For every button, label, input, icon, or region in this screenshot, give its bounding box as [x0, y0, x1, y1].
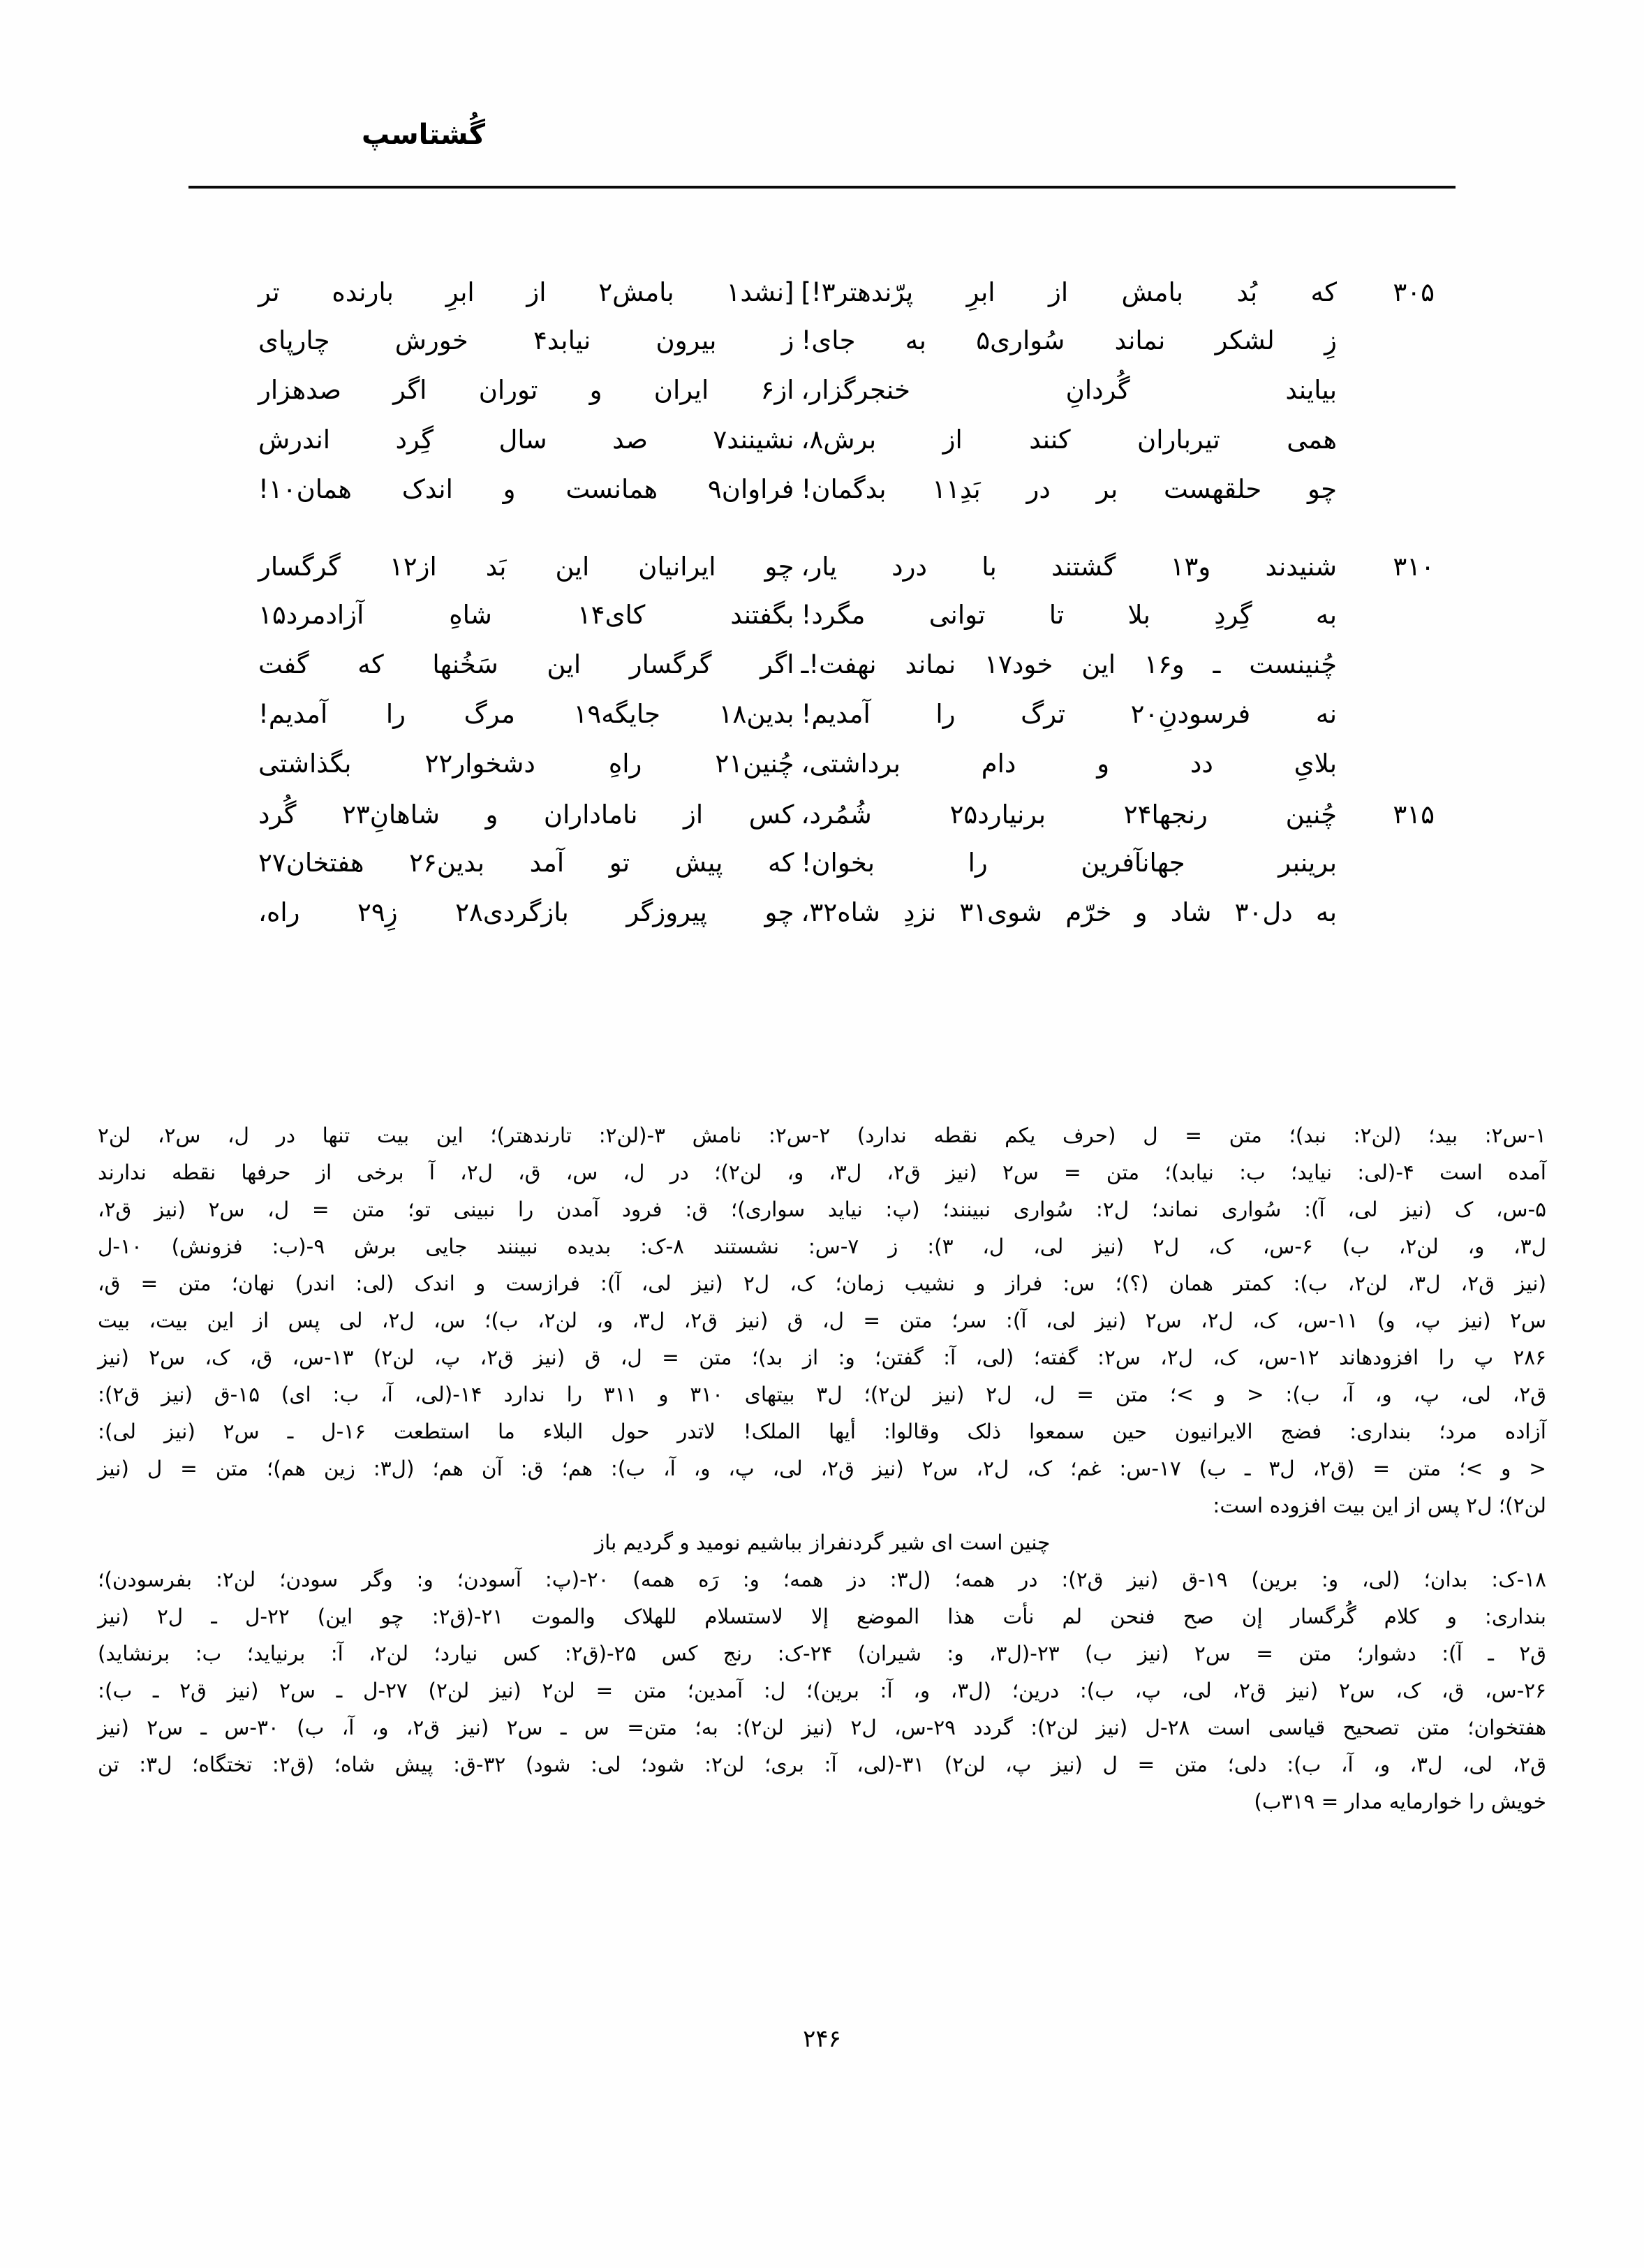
verse-row: [209, 897, 1435, 947]
verse-row: [209, 276, 1435, 325]
verse-number: ۳۰۵: [1393, 277, 1435, 307]
hemistich-a: ز بیرون نیابد۴ خورش چارپای: [258, 325, 794, 355]
apparatus-line: ق۲ ـ آ): دشوار؛ متن = س۲ (نیز ب) ۲۳-(ل۳، و: شیران) ۲۴-ک: رنج کس ۲۵-(ق۲: کس نیارد؛ لن۲، آ: برنیاید؛ ب: برنشاید): [98, 1642, 1547, 1665]
hemistich-b: که بُد بامش از ابرِ پرّندهتر۳!]: [801, 277, 1337, 307]
hemistich-a: کس از ناماداران و شاهانِ۲۳ گُرد: [258, 800, 794, 830]
verse-row: [209, 425, 1435, 474]
hemistich-b: برینبر جهانآفرین را بخوان!: [801, 848, 1337, 878]
verse-number: [1358, 622, 1435, 624]
hemistich-a: بگفتند کای۱۴ شاهِ آزادمرد۱۵: [258, 600, 794, 630]
verse-row: [209, 325, 1435, 375]
verse-number: [1358, 496, 1435, 498]
verse-number: [1358, 920, 1435, 921]
verse-number: [1358, 348, 1435, 349]
apparatus-line: س۲ (نیز پ، و) ۱۱-س، ک، ل۲، س۲ (نیز لی، آ): سر؛ متن = ل، ق (نیز ق۲، ل۳، و، لن۲، ب)؛ س، ل۲، لی پس از این بیت، بیت: [98, 1309, 1546, 1332]
hemistich-b: زِ لشکر نماند سُواری۵ به جای!: [801, 325, 1337, 355]
apparatus-line: < و >؛ متن = (ق۲، ل۳ ـ ب) ۱۷-س: غم؛ ک، ل۲، س۲ (نیز ق۲، لی، پ، و، آ، ب): هم؛ ق: آن هم؛ (ل۳: زین هم)؛ متن = ل (نیز: [98, 1457, 1546, 1480]
hemistich-b: چُنینست ـ و۱۶ این خود۱۷ نماند نهفت!ـ: [801, 649, 1338, 679]
apparatus-line: ۵-س، ک (نیز لی، آ): سُواری نماند؛ ل۲: سُواری نبینند؛ (پ: نیاید سواری)؛ ق: فرود آمدن را نبینی تو؛ متن = ل، س۲ (نیز ق۲،: [98, 1198, 1546, 1221]
hemistich-a: [نشد۱ بامش۲ از ابرِ بارنده تر: [258, 277, 794, 307]
hemistich-b: به دل۳۰ شاد و خرّم شوی۳۱ نزدِ شاه۳۲،: [801, 897, 1338, 927]
running-head-title: گُشتاسپ: [362, 119, 485, 151]
hemistich-a: چو پیروزگر بازگردی۲۸ زِ۲۹ راه،: [258, 897, 794, 927]
hemistich-b: چو حلقهست بر در بَدِ۱۱ بدگمان!: [801, 474, 1338, 504]
running-head: [188, 119, 1456, 192]
apparatus-line: آمده است ۴-(لی: نیاید؛ ب: نیابد)؛ متن = س۲ (نیز ق۲، ل۳، و، لن۲)؛ در ل، س، ق، ل۲، آ برخی از حرفها نقطه ندارند: [98, 1161, 1546, 1184]
hemistich-a: چُنین۲۱ راهِ دشخوار۲۲ بگذاشتی: [258, 749, 794, 779]
verse-row: [209, 600, 1435, 649]
apparatus-line: آزاده مرد؛ بنداری: فضج الایرانیون حین سمعوا ذلک وقالوا: أیها الملک! لاتدر حول البلاء ما استطعت ۱۶-ل ـ س۲ (نیز لی):: [98, 1420, 1546, 1443]
hemistich-a: بدین۱۸ جایگه۱۹ مرگ را آمدیم!: [258, 699, 794, 729]
hemistich-b: همی تیرباران کنند از برش۸،: [801, 425, 1337, 455]
inset-verse-segment-a: بباشیم نومید و گردیم باز: [594, 1531, 803, 1554]
hemistich-a: اگر گرگسار این سَخُنها که گفت: [258, 649, 794, 679]
folio-page-number: ۲۴۶: [803, 2025, 841, 2053]
stanza-2: [209, 550, 1435, 947]
apparatus-line: ق۲، لی، ل۳، و، آ، ب): دلی؛ متن = ل (نیز پ، لن۲) ۳۱-(لی، آ: بری؛ لن۲: شود؛ لی: شود) ۳۲-ق: پیش شاه؛ (ق۲: تختگاه؛ ل۳: تن: [98, 1753, 1546, 1776]
hemistich-b: چُنین رنجها۲۴ برنیارد۲۵ شُمُرد،: [801, 800, 1337, 830]
apparatus-line: ۱-س۲: بید؛ (لن۲: نبد)؛ متن = ل (حرف یکم نقطه ندارد) ۲-س۲: نامش ۳-(لن۲: تارندهتر)؛ این بیت تنها در ل، س۲، لن۲: [98, 1124, 1547, 1147]
verse-row: [209, 649, 1435, 699]
apparatus-line: ۲۸۶ پ را افزودهاند ۱۲-س، ک، ل۲، س۲: گفته؛ (لی، آ: گفتن؛ و: از بد)؛ متن = ل، ق (نیز ق۲، پ، لن۲) ۱۳-س، ق، ک، س۲ (نیز: [98, 1346, 1546, 1369]
apparatus-line: خویش را خوارمایه مدار = ۳۱۹ب): [1254, 1790, 1546, 1813]
hemistich-a: از۶ ایران و توران اگر صدهزار: [258, 375, 794, 405]
hemistich-b: بلایِ دد و دام برداشتی،: [801, 749, 1337, 779]
hemistich-b: بیایند گُردانِ خنجرگزار،: [801, 375, 1337, 405]
verse-number: [1358, 397, 1435, 399]
stanza-1: [209, 276, 1435, 524]
verse-number: ۳۱۰: [1393, 552, 1435, 582]
apparatus-line: ۱۸-ک: بدان؛ (لی، و: برین) ۱۹-ق (نیز ق۲): در همه؛ (ل۳: دز همه؛ و: رَه همه) ۲۰-(پ: آسودن؛ و: وگر سودن؛ لن۲: بفرسودن)؛: [98, 1568, 1547, 1591]
inset-verse-segment-b: چنین است ای شیر گردنفراز: [810, 1531, 1051, 1554]
verse-number: ۳۱۵: [1393, 800, 1435, 830]
verse-row: [209, 699, 1435, 749]
header-divider-rule: [188, 186, 1456, 189]
apparatus-line: ۲۶-س، ق، ک، س۲ (نیز ق۲، لی، پ، ب): درین؛ (ل۳، و، آ: برین)؛ ل: آمدین؛ متن = لن۲ (نیز لن۲) ۲۷-ل ـ س۲ (نیز ق۲ ـ ب):: [98, 1679, 1546, 1702]
apparatus-line: ق۲، لی، پ، و، آ، ب): < و >؛ متن = ل، ل۲ (نیز لن۲)؛ ل۳ بیتهای ۳۱۰ و ۳۱۱ را ندارد ۱۴-(لی، آ، ب: ای) ۱۵-ق (نیز ق۲):: [98, 1383, 1546, 1406]
hemistich-a: چو ایرانیان این بَد از۱۲ گرگسار: [258, 552, 794, 582]
hemistich-b: نه فرسودنِ۲۰ ترگ را آمدیم!: [801, 699, 1337, 729]
verse-row: [209, 798, 1435, 848]
verse-number: [1358, 672, 1435, 673]
verse-row: [209, 848, 1435, 897]
verse-row: [209, 375, 1435, 425]
verse-block: [209, 276, 1435, 973]
apparatus-line: هفتخوان؛ متن تصحیح قیاسی است ۲۸-ل (نیز لن۲): گردد ۲۹-س، ل۲ (نیز لن۲): به؛ متن= س ـ س۲ (نیز ق۲، و، آ، ب) ۳۰-س ـ س۲ (نیز: [98, 1716, 1547, 1739]
verse-number: [1358, 447, 1435, 448]
apparatus-line: لن۲)؛ ل۲ پس از این بیت افزوده است:: [1213, 1494, 1546, 1517]
verse-number: [1358, 771, 1435, 772]
hemistich-a: که پیش تو آمد بدین۲۶ هفتخان۲۷: [258, 848, 794, 878]
hemistich-a: فراوان۹ همانست و اندک همان۱۰!: [258, 474, 794, 504]
apparatus-line: ل۳، و، لن۲، ب) ۶-س، ک، ل۲ (نیز لی، ل، ۳): ز ۷-س: نشستند ۸-ک: بدیده نبینند جایی برش ۹-(ب: فزونش) ۱۰-ل: [98, 1235, 1547, 1258]
hemistich-a: نشینند۷ صد سال گِرد اندرش: [258, 425, 794, 455]
critical-apparatus: [98, 1117, 1546, 1820]
apparatus-line: بنداری: و کلام گُرگسار إن صح فنحن لم نأت هذا الموضع إلا لاستسلام للهلاک والموت ۲۱-(ق۲: چو این) ۲۲-ل ـ ل۲ (نیز: [98, 1605, 1546, 1628]
verse-row: [209, 749, 1435, 798]
apparatus-inset-verse: [98, 1524, 1546, 1561]
verse-row: [209, 550, 1435, 600]
verse-number: [1358, 721, 1435, 723]
hemistich-b: به گِردِ بلا تا توانی مگرد!: [801, 600, 1337, 630]
verse-number: [1358, 870, 1435, 871]
verse-row: [209, 474, 1435, 524]
hemistich-b: شنیدند و۱۳ گشتند با درد یار،: [801, 552, 1337, 582]
apparatus-line: (نیز ق۲، ل۳، لن۲، ب): کمتر همان (؟)؛ س: فراز و نشیب زمان؛ ک، ل۲ (نیز لی، آ): فرازست و اندک (لی: اندر) نهان؛ متن = ق،: [98, 1272, 1546, 1295]
